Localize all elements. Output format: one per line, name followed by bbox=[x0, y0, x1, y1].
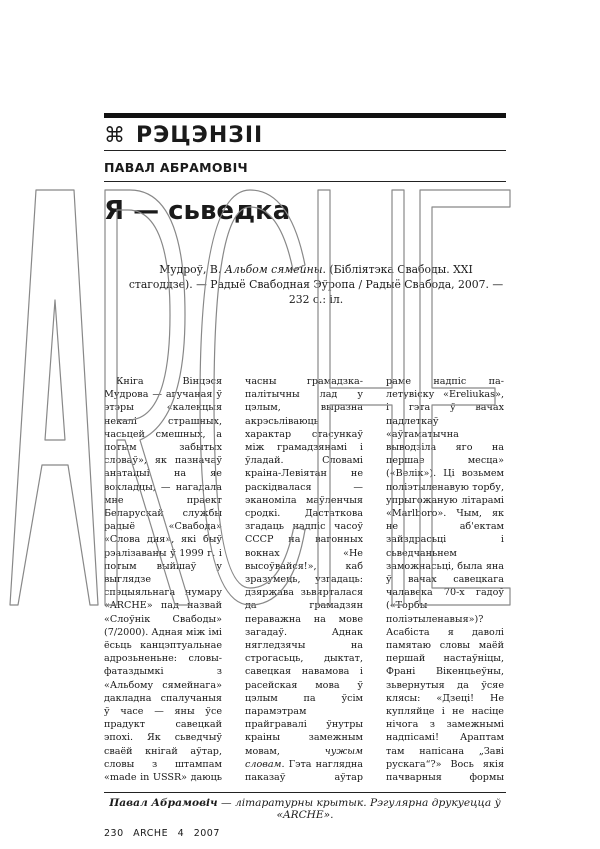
section-title: РЭЦЭНЗІІ bbox=[136, 122, 264, 148]
body-emphasis: чужым словам bbox=[245, 745, 363, 770]
page-number: 230 bbox=[104, 828, 124, 839]
body-column-2 bbox=[245, 375, 363, 785]
biblio-author: Мудроў, В. bbox=[159, 263, 225, 276]
journal-name: ARCHE bbox=[133, 828, 169, 839]
watermark-letter-a bbox=[10, 190, 98, 605]
section-divider bbox=[104, 150, 506, 151]
bibliographic-reference bbox=[126, 262, 506, 307]
page-footer bbox=[104, 828, 226, 839]
biblio-book-title: Альбом сямейны bbox=[224, 263, 323, 276]
issue-number: 4 bbox=[177, 828, 185, 839]
bio-text: — літаратурны крытык. Рэгулярна друкуецца ў «ARCHE». bbox=[217, 797, 501, 821]
issue-year: 2007 bbox=[193, 828, 220, 839]
author-bio bbox=[104, 797, 506, 821]
author-divider bbox=[104, 181, 506, 182]
body-column-1 bbox=[104, 375, 222, 785]
article-author: ПАВАЛ АБРАМОВІЧ bbox=[104, 160, 248, 175]
top-rule bbox=[104, 113, 506, 118]
body-text: часны грамадзка-палітычны лад у цэлым, выразна акрэсьліваюць характар стасункаў між грамадзянамі і ўладай. Словамі краіна-Левіятан не раскідвалася — эканоміла маўленчыя сродкі. Дастаткова згадаць надпіс часоў СССР на вагонных вокнах «Не высоўвайся!», каб зразумець, узгадаць: дзяржава зьвярталася да грамадзян пераважна на мове загадаў. Аднак нягледзячы на строгасьць, дыктат, савецкая навамова і расейская мова ў цэлым па ўсім парамэтрам прайгравалі ўнутры краіны замежным мовам, bbox=[245, 376, 363, 757]
bio-divider bbox=[104, 792, 506, 793]
ornament-icon: ⌘ bbox=[104, 122, 125, 147]
section-header bbox=[104, 121, 263, 149]
biblio-details: . (Бібліятэка Свабоды. XXI стагоддзе). — Радыё Свабодная Эўропа / Радыё Свабода, 2007. — 232 с.: іл. bbox=[128, 263, 504, 306]
body-paragraph: Кніга Вінцэся Мудрова — агучаная ў этэры «калекцыя некалі страшных, часьцей смешных, а потым забытых словаў», як пазначаў анатацыі на яе вокладцы, — нагадала мне праект Беларускай службы радыё «Свабода» «Слова дня», які быў рэалізаваны ў 1999 г. і потым выйшаў у выглядзе спэцыяльнага нумару «ARCHE» пад назвай «Слоўнік Свабоды» (7/2000). Адная між імі ёсьць канцэптуальнае адрозьненьне: словы-фатаздымкі з «Альбому сямейнага» дакладна спалучаныя ў часе — яны ўсе прадукт савецкай эпохі. Як сьведчыў сваёй кнігай аўтар, словы з штампам «made in USSR» даюць bbox=[104, 376, 222, 784]
body-paragraph-continued bbox=[245, 375, 363, 785]
article-title: Я — сьведка bbox=[104, 196, 291, 226]
body-column-3 bbox=[386, 375, 504, 785]
body-text: . Гэта наглядна паказаў аўтар bbox=[245, 758, 363, 784]
body-paragraph-continued: раме надпіс па-летувіску «Ereliukas», і гэта ў вачах падлеткаў «аўтаматычна выводзіла яго на першае месца» («Велік»). Ці возьмем поліэтыленавую торбу, упрыгожаную літарамі «Marlboro». Чым, як не аб'ектам зайздрасьці і сьведчаньнем заможнасьці, была яна ў вачах савецкага чалавека 70-х гадоў («Торбы поліэтыленавыя»)? Асабіста я даволі памятаю словы маёй першай настаўніцы, Франі Вікенцьеўны, зьвернутыя да ўсяе клясы: «Дзеці! Не купляйце і не насіце нічога з замежнымі надпісамі! Араптам там напісана „Заві рускага“?» Вось якія пачварныя формы bbox=[386, 376, 504, 784]
bio-name: Павал Абрамовіч bbox=[109, 797, 218, 809]
